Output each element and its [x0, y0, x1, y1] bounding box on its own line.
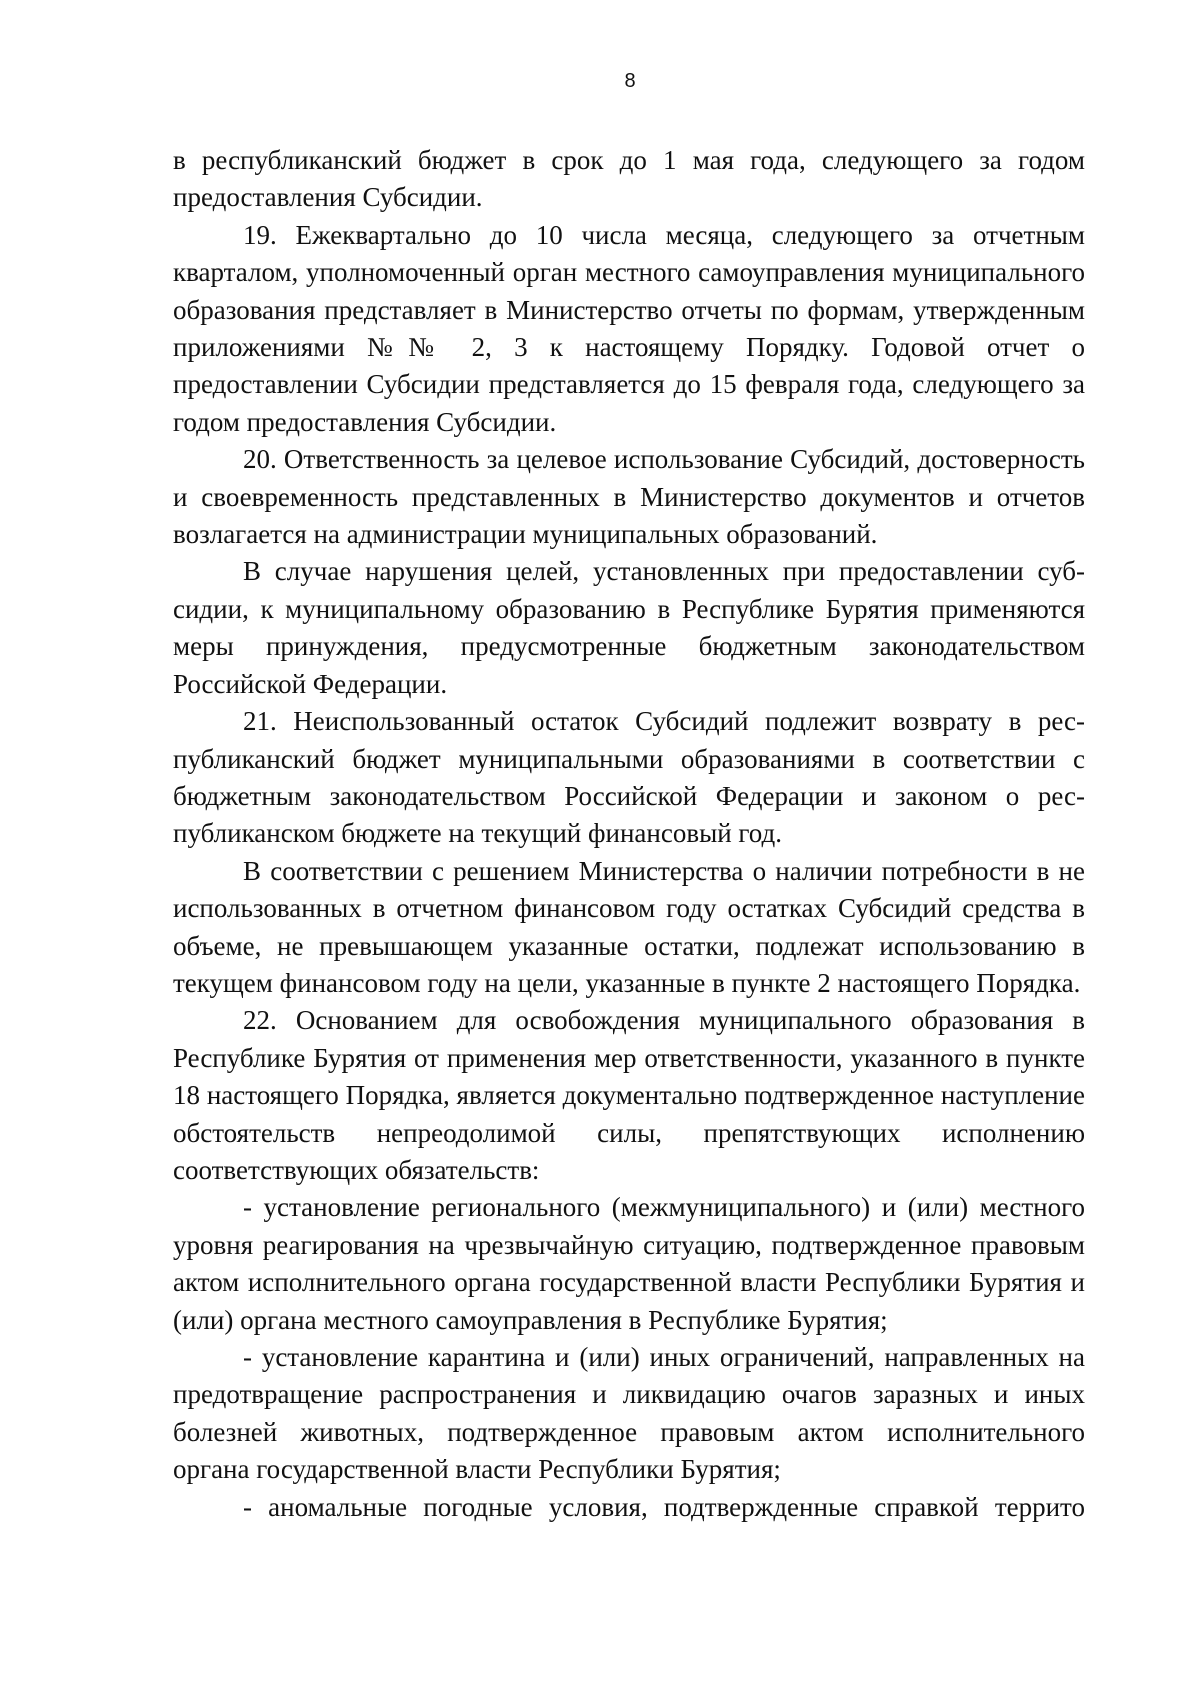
list-item-quarantine: - установление карантина и (или) иных ограничений, направленных на предотвращение распространения и ликвидацию очагов заразных и иных болезней животных, подтвержденное правовым актом исполнительного органа государственной власти Республики Бурятия;	[173, 1342, 1085, 1485]
page-number: 8	[624, 70, 636, 92]
paragraph-item-22: 22. Основанием для освобождения муниципального образования в Республике Бурятия от применения мер ответственности, указанного в пункте 18 настоящего Порядка, является документально подтвержденное наступление обстоятельств непреодолимой силы, препятствующих исполнению соответствующих обязательств:	[173, 1005, 1085, 1185]
paragraph-continuation: в республиканский бюджет в срок до 1 мая года, следующего за годом предоставления Субсидии.	[173, 145, 1085, 213]
list-item-emergency: - установление регионального (межмуниципального) и (или) местного уровня реагирования на чрезвычайную ситуацию, подтвержденное правовым актом исполнительного органа государственной власти Республики Бурятия и (или) органа местного самоуправления в Республике Бурятия;	[173, 1192, 1085, 1335]
paragraph-item-20: 20. Ответственность за целевое использование Субсидий, достоверность и своевременность представленных в Министерство документов и отчетов возлагается на администрации муниципальных образований.	[173, 444, 1085, 550]
paragraph-violation-measures: В случае нарушения целей, установленных при предоставлении субсидии, к муниципальному образованию в Республике Бурятия применяются меры принуждения, предусмотренные бюджетным законодательством Российской Федерации.	[173, 556, 1085, 699]
paragraph-unused-balance: В соответствии с решением Министерства о наличии потребности в не использованных в отчетном финансовом году остатках Субсидий средства в объеме, не превышающем указанные остатки, подлежат использованию в текущем финансовом году на цели, указанные в пункте 2 настоящего Порядка.	[173, 855, 1085, 998]
paragraph-item-19: 19. Ежеквартально до 10 числа месяца, следующего за отчетным кварталом, уполномоченный орган местного самоуправления муниципального образования представляет в Министерство отчеты по формам, утвержденным приложениями №№ 2, 3 к настоящему Порядку. Годовой отчет о предоставлении Субсидии представляется до 15 февраля года, следующего за годом предоставления Субсидии.	[173, 219, 1085, 437]
document-body	[173, 142, 1085, 1526]
paragraph-item-21: 21. Неиспользованный остаток Субсидий подлежит возврату в республиканский бюджет муниципальными образованиями в соответствии с бюджетным законодательством Российской Федерации и законом о республиканском бюджете на текущий финансовый год.	[173, 706, 1085, 849]
list-item-weather: - аномальные погодные условия, подтвержденные справкой террито	[243, 1491, 1085, 1522]
